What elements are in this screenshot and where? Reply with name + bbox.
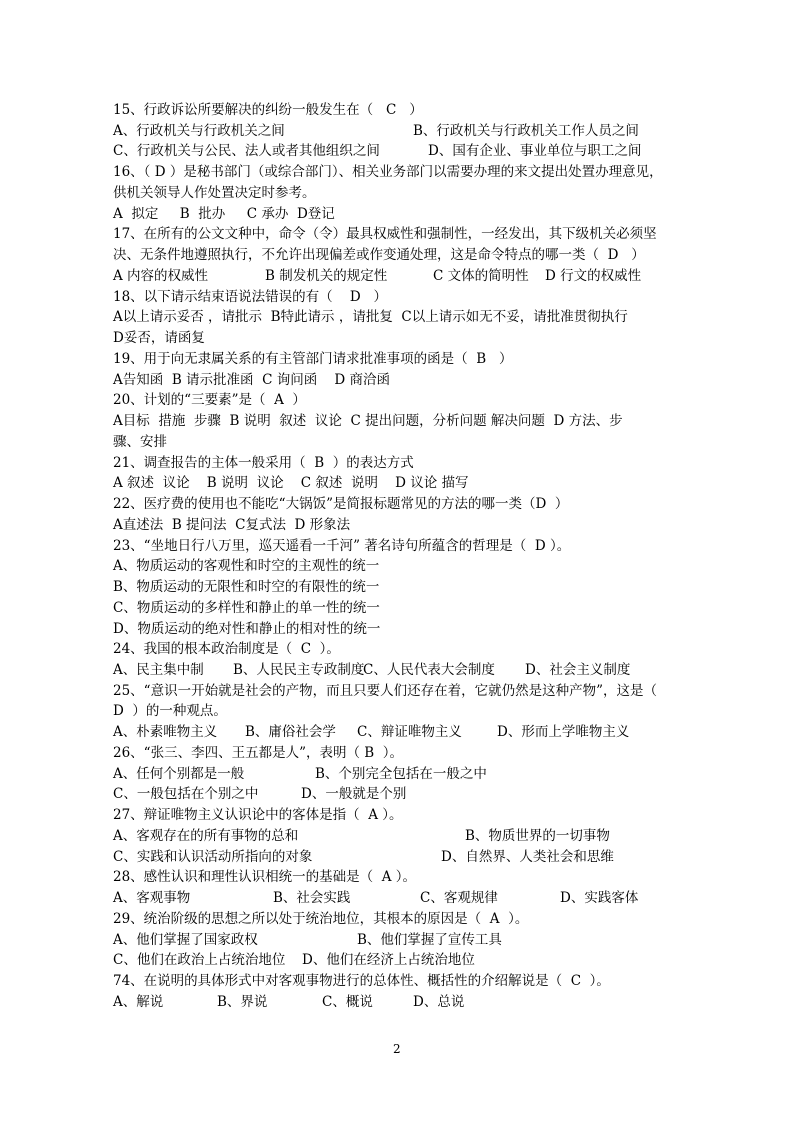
- option-text: B、个别完全包括在一般之中: [315, 765, 487, 782]
- option-text: D、总说: [413, 993, 465, 1010]
- line-text: 28、感性认识和理性认识相统一的基础是（ A ）。: [113, 869, 417, 886]
- line-text: D妥否，请函复: [113, 330, 205, 347]
- line-text: 供机关领导人作处置决定时参考。: [113, 184, 316, 201]
- line-text: A 叙述 议论 B 说明 议论 C 叙述 说明 D 议论 描写: [113, 475, 469, 492]
- option-text: D、实践客体: [560, 890, 639, 907]
- option-text: A、行政机关与行政机关之间: [113, 122, 285, 139]
- option-text: B、他们掌握了宣传工具: [357, 931, 502, 948]
- line-text: B、物质运动的无限性和时空的有限性的统一: [113, 579, 380, 596]
- option-text: B、行政机关与行政机关工作人员之间: [413, 122, 639, 139]
- line-text: 25、“意识一开始就是社会的产物，而且只要人们还存在着，它就仍然是这种产物”，这是（: [113, 682, 657, 699]
- option-text: D、社会主义制度: [525, 661, 631, 678]
- line-text: A告知函 B 请示批准函 C 询问函 D 商洽函: [113, 371, 391, 388]
- line-text: 骤、安排: [113, 433, 167, 450]
- line-text: 21、调查报告的主体一般采用（ B ）的表达方式: [113, 454, 414, 471]
- option-text: C、概说: [322, 993, 373, 1010]
- option-text: B、人民民主专政制度: [233, 661, 365, 678]
- option-text: A、客观事物: [113, 890, 191, 907]
- option-text: B、界说: [217, 993, 268, 1010]
- line-text: 29、统治阶级的思想之所以处于统治地位，其根本的原因是（ A ）。: [113, 910, 529, 927]
- line-text: 决、无条件地遵照执行，不允许出现偏差或作变通处理，这是命令特点的哪一类（ D ）: [113, 247, 645, 264]
- page-number: 2: [393, 1042, 401, 1056]
- option-text: D 行文的权威性: [545, 267, 642, 284]
- line-text: 18、以下请示结束语说法错误的有（ D ）: [113, 288, 388, 305]
- line-text: 17、在所有的公文文种中，命令（令）最具权威性和强制性，一经发出，其下级机关必须坚: [113, 226, 657, 243]
- line-text: 26、“张三、李四、王五都是人”，表明（ B ）。: [113, 744, 404, 761]
- option-text: A、民主集中制: [113, 661, 204, 678]
- option-text: C、他们在政治上占统治地位: [113, 952, 286, 969]
- line-text: 19、用于向无隶属关系的有主管部门请求批准事项的函是（ B ）: [113, 350, 513, 367]
- line-text: 20、计划的“三要素”是（ A ）: [113, 392, 306, 409]
- option-text: C、行政机关与公民、法人或者其他组织之间: [113, 143, 380, 160]
- option-text: C、人民代表大会制度: [363, 661, 495, 678]
- option-text: B 制发机关的规定性: [265, 267, 388, 284]
- option-text: A、朴素唯物主义: [113, 724, 218, 741]
- option-text: C、一般包括在个别之中: [113, 786, 259, 803]
- option-text: D、一般就是个别: [301, 786, 407, 803]
- line-text: 16、（ D ）是秘书部门（或综合部门）、相关业务部门以需要办理的来文提出处置办理意见，: [113, 164, 663, 181]
- line-text: 24、我国的根本政治制度是（ C ）。: [113, 641, 340, 658]
- option-text: D、他们在经济上占统治地位: [302, 952, 475, 969]
- line-text: A 拟定 B 批办 C 承办 D登记: [113, 205, 335, 222]
- option-text: C 文体的简明性: [433, 267, 529, 284]
- option-text: A、客观存在的所有事物的总和: [113, 827, 299, 844]
- line-text: A以上请示妥否 ，请批示 B特此请示 ，请批复 C以上请示如无不妥，请批准贯彻执行: [113, 309, 628, 326]
- option-text: B、庸俗社会学: [245, 724, 336, 741]
- line-text: C、物质运动的多样性和静止的单一性的统一: [113, 599, 380, 616]
- option-text: A、任何个别都是一般: [113, 765, 245, 782]
- line-text: 22、医疗费的使用也不能吃“大锅饭”是简报标题常见的方法的哪一类（D ）: [113, 496, 569, 513]
- option-text: C、实践和认识活动所指向的对象: [113, 848, 313, 865]
- option-text: B、社会实践: [273, 890, 351, 907]
- line-text: 27、辩证唯物主义认识论中的客体是指（ A ）。: [113, 807, 403, 824]
- option-text: A、解说: [113, 993, 164, 1010]
- line-text: 74、在说明的具体形式中对客观事物进行的总体性、概括性的介绍解说是（ C ）。: [113, 973, 610, 990]
- option-text: D、形而上学唯物主义: [497, 724, 630, 741]
- line-text: A直述法 B 提问法 C复式法 D 形象法: [113, 516, 351, 533]
- line-text: D、物质运动的绝对性和静止的相对性的统一: [113, 620, 381, 637]
- option-text: C、辩证唯物主义: [357, 724, 462, 741]
- line-text: A、物质运动的客观性和时空的主观性的统一: [113, 558, 380, 575]
- option-text: D、国有企业、事业单位与职工之间: [428, 143, 642, 160]
- option-text: A 内容的权威性: [113, 267, 209, 284]
- option-text: A、他们掌握了国家政权: [113, 931, 258, 948]
- option-text: D、自然界、人类社会和思维: [441, 848, 614, 865]
- option-text: B、物质世界的一切事物: [465, 827, 610, 844]
- line-text: D ）的一种观点。: [113, 703, 227, 720]
- line-text: 15、行政诉讼所要解决的纠纷一般发生在（ C ）: [113, 102, 423, 118]
- line-text: A目标 措施 步骤 B 说明 叙述 议论 C 提出问题，分析问题 解决问题 D 方法、步: [113, 413, 623, 430]
- option-text: C、客观规律: [420, 890, 498, 907]
- line-text: 23、“坐地日行八万里，巡天遥看一千河” 著名诗句所蕴含的哲理是（ D ）。: [113, 537, 571, 554]
